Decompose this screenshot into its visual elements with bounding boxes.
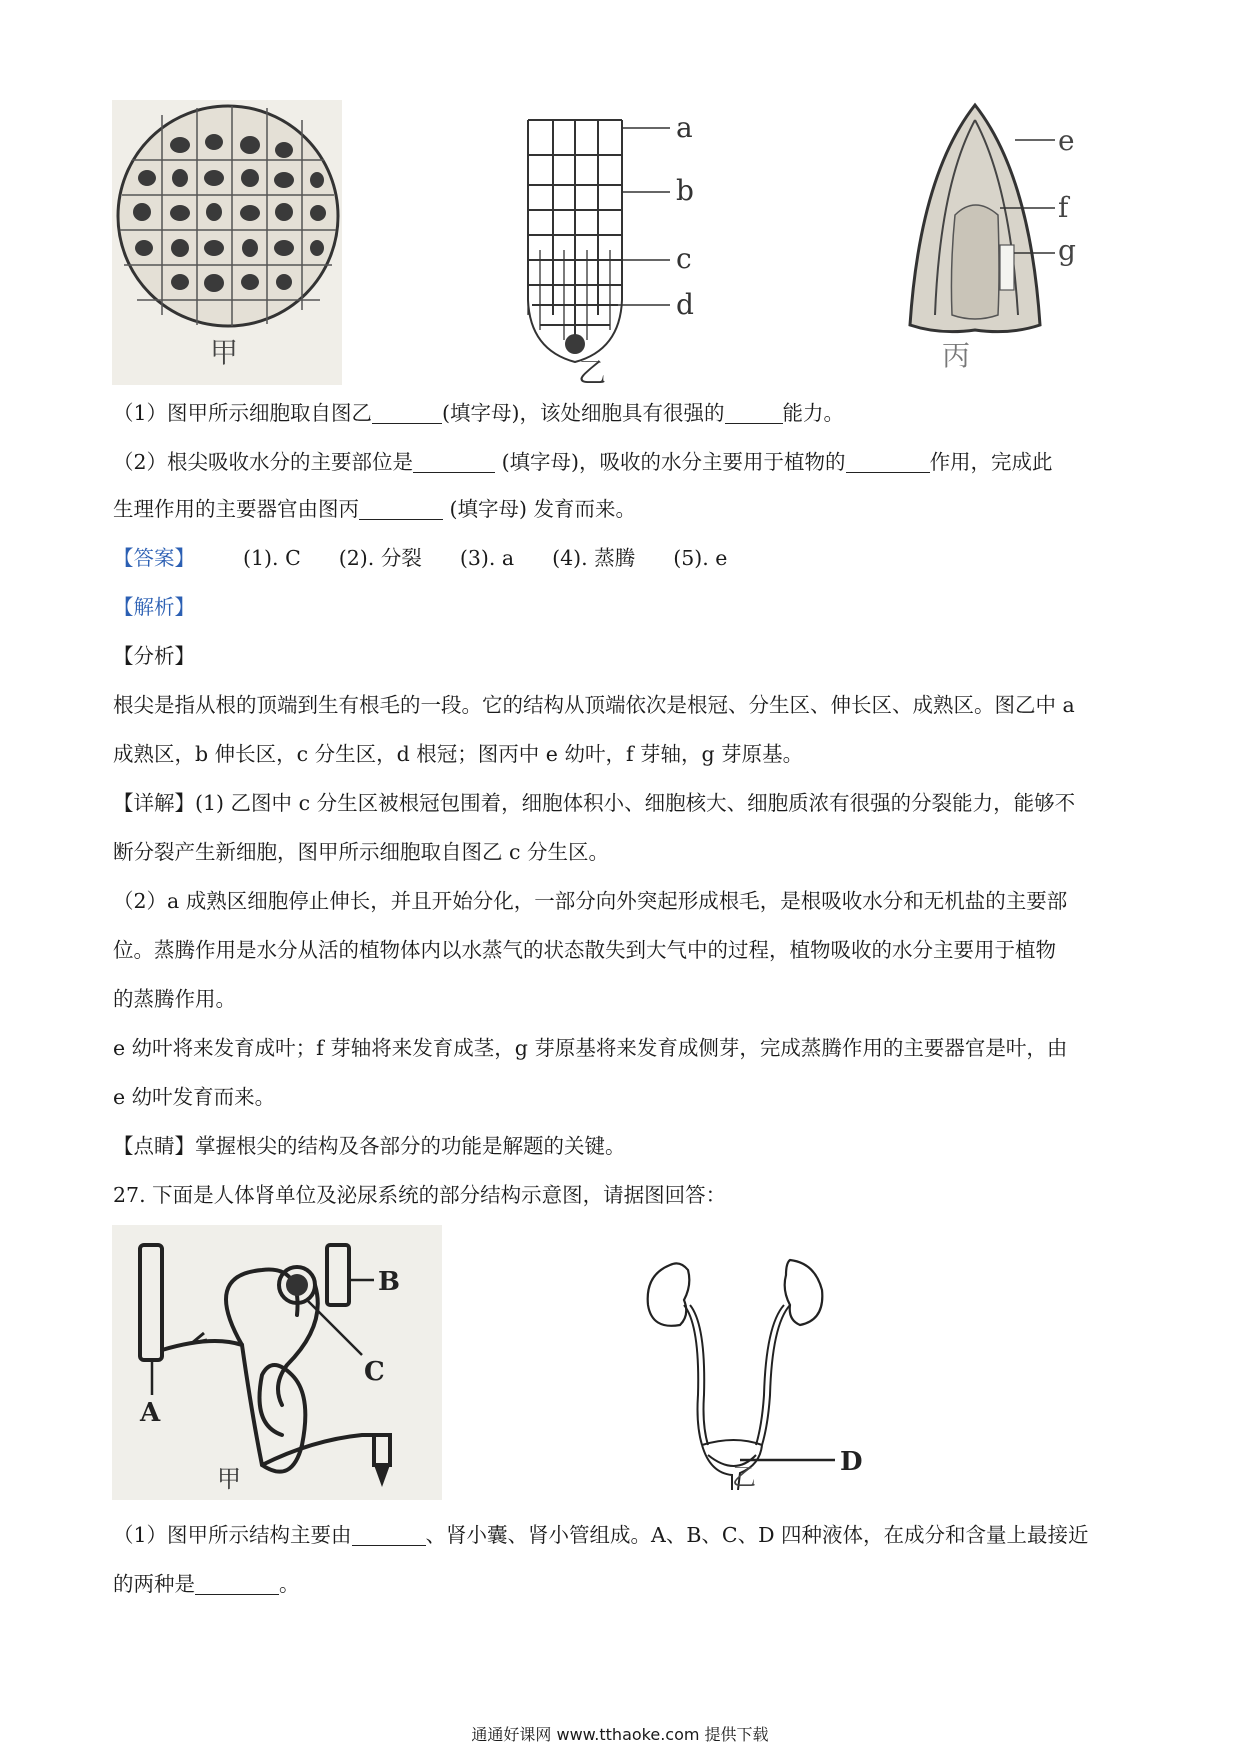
blank-5	[359, 497, 443, 520]
figure-urinary-label: 乙	[732, 1463, 756, 1490]
question-27: 27. 下面是人体肾单位及泌尿系统的部分结构示意图，请据图回答：	[113, 1183, 727, 1207]
detail-line-1: 【详解】(1) 乙图中 c 分生区被根冠包围着，细胞体积小、细胞核大、细胞质浓有很强的分裂能力，能够不	[113, 791, 1076, 815]
label-C: C	[364, 1357, 385, 1387]
label-e: e	[1058, 124, 1075, 157]
figure-yi-label: 乙	[578, 356, 607, 385]
question-27-1-line-2: 的两种是 。	[113, 1572, 300, 1596]
figure-urinary-system	[640, 1245, 880, 1490]
blank-6	[352, 1523, 426, 1546]
detail-line-6: e 幼叶将来发育成叶；f 芽轴将来发育成茎，g 芽原基将来发育成侧芽，完成蒸腾作用的主要器官是叶，由	[113, 1036, 1068, 1060]
detail-line-5: 的蒸腾作用。	[113, 987, 236, 1011]
detail-line-2: 断分裂产生新细胞，图甲所示细胞取自图乙 c 分生区。	[113, 840, 610, 864]
comment-label: 【点睛】	[113, 1134, 195, 1158]
label-f: f	[1058, 191, 1069, 224]
comment-line: 【点睛】掌握根尖的结构及各部分的功能是解题的关键。	[113, 1134, 626, 1158]
blank-1	[372, 401, 442, 424]
blank-7	[195, 1572, 279, 1595]
figure-nephron	[112, 1225, 442, 1500]
blank-2	[725, 401, 783, 424]
figure-jia-cells	[112, 100, 342, 385]
label-b: b	[676, 174, 694, 207]
fenxi-line-2: 成熟区，b 伸长区，c 分生区，d 根冠；图丙中 e 幼叶，f 芽轴，g 芽原基。	[113, 742, 804, 766]
label-B: B	[378, 1267, 400, 1297]
blank-4	[846, 450, 930, 473]
figure-jia-label: 甲	[210, 336, 239, 369]
label-g: g	[1058, 234, 1076, 267]
answer-line: 【答案】 (1). C (2). 分裂 (3). a (4). 蒸腾 (5). e	[113, 546, 728, 570]
figure-bing-label: 丙	[942, 339, 971, 372]
figure-nephron-label: 甲	[217, 1465, 241, 1493]
detail-label: 【详解】	[113, 791, 195, 815]
label-D: D	[840, 1447, 863, 1477]
question-2-line-1: （2）根尖吸收水分的主要部位是 (填字母)，吸收的水分主要用于植物的 作用，完成此	[113, 450, 1053, 474]
detail-line-4: 位。蒸腾作用是水分从活的植物体内以水蒸气的状态散失到大气中的过程，植物吸收的水分主要用于植物	[113, 938, 1056, 962]
answer-label: 【答案】	[113, 546, 195, 570]
detail-line-3: （2）a 成熟区细胞停止伸长，并且开始分化，一部分向外突起形成根毛，是根吸收水分和无机盐的主要部	[113, 889, 1068, 913]
blank-3	[413, 450, 495, 473]
question-1: （1）图甲所示细胞取自图乙 (填字母)，该处细胞具有很强的 能力。	[113, 401, 845, 425]
figure-bing-bud	[880, 95, 1100, 385]
figure-yi-root-tip	[500, 100, 700, 385]
question-27-1-line-1: （1）图甲所示结构主要由 、肾小囊、肾小管组成。A、B、C、D 四种液体，在成分和含量上最接近	[113, 1523, 1089, 1547]
label-c: c	[676, 242, 692, 275]
label-a: a	[676, 111, 693, 144]
question-2-line-2: 生理作用的主要器官由图丙 (填字母) 发育而来。	[113, 497, 637, 521]
page-footer: 通通好课网 www.tthaoke.com 提供下载	[471, 1725, 769, 1744]
analysis-label: 【解析】	[113, 595, 195, 619]
label-d: d	[676, 288, 694, 321]
label-A: A	[140, 1398, 161, 1428]
detail-line-7: e 幼叶发育而来。	[113, 1085, 276, 1109]
fenxi-label: 【分析】	[113, 644, 195, 668]
fenxi-line-1: 根尖是指从根的顶端到生有根毛的一段。它的结构从顶端依次是根冠、分生区、伸长区、成熟区。图乙中 a	[113, 693, 1075, 717]
